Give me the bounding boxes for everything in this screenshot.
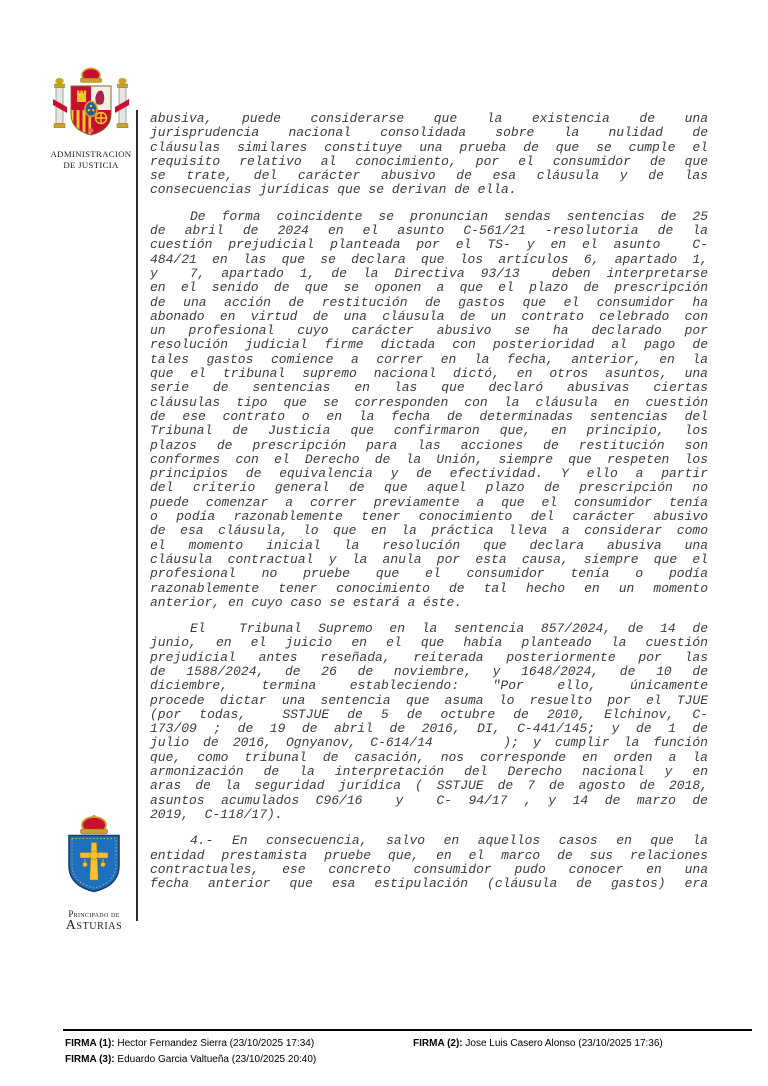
text-line: un profesional cuyo carácter abusivo se ha declarado por <box>150 323 708 339</box>
text-line: prejudicial antes reseñada, reiterada posteriormente por las <box>150 649 708 665</box>
signature-entry <box>413 1038 725 1049</box>
text-line: cláusulas tipo que se corresponden con la cláusula en cuestión <box>150 394 708 410</box>
text-line: 173/09 ; de 19 de abril de 2016, DI, C-441/145; y de 1 de <box>150 721 708 737</box>
text-line: requisito relativo al conocimiento, por el consumidor de que <box>150 153 708 169</box>
text-line: aras de la seguridad jurídica ( SSTJUE de 7 de agosto de 2018, <box>150 778 708 794</box>
text-line: que, como tribunal de casación, nos corresponde en orden a la <box>150 749 708 765</box>
signature-block <box>65 1038 725 1065</box>
text-line: diciembre, termina estableciendo: "Por ello, únicamente <box>150 678 708 694</box>
text-line: de una acción de restitución de gastos que el consumidor ha <box>150 294 708 310</box>
text-line: resolución judicial firme dictada con posterioridad al pago de <box>150 337 708 353</box>
footer-divider <box>63 1029 752 1031</box>
text-line: contractuales, ese concreto consumidor pudo conocer en una <box>150 861 708 877</box>
text-line: procede dictar una sentencia que asuma lo resuelto por el TJUE <box>150 692 708 708</box>
text-line: 2019, C-118/17). <box>150 806 283 822</box>
signature-entry <box>65 1054 413 1065</box>
text-line: en el senido de que se oponen a que el plazo de prescripción <box>150 280 708 296</box>
text-line: Tribunal de Justicia que confirmaron que, en principio, los <box>150 423 708 439</box>
paragraph <box>150 112 708 198</box>
text-line: o podía razonablemente tener conocimiento del carácter abusivo <box>150 509 708 525</box>
text-line: 4.- En consecuencia, salvo en aquellos casos en que la <box>190 833 708 849</box>
vertical-divider <box>136 110 138 921</box>
text-line: del criterio general de que aquel plazo de prescripción no <box>150 480 708 496</box>
asturias-seal-caption-line1: Principado de <box>68 909 120 919</box>
text-line: se trate, del carácter abusivo de esa cláusula y de las <box>150 168 708 184</box>
text-line: principios de equivalencia y de efectividad. Y ello a partir <box>150 466 708 482</box>
text-line: entidad prestamista pruebe que, en el marco de sus relaciones <box>150 847 708 863</box>
text-line: (por todas, SSTJUE de 5 de octubre de 2010, Elchinov, C- <box>150 706 708 722</box>
justice-seal-caption-line1: ADMINISTRACION <box>50 149 132 159</box>
asturias-coat-of-arms-icon <box>62 814 126 904</box>
text-line: tales gastos comience a correr en la fecha, anterior, en la <box>150 351 708 367</box>
text-line: jurisprudencia nacional consolidada sobre la nulidad de <box>150 125 708 141</box>
text-line: conformes con el Derecho de la Unión, siempre que respeten los <box>150 451 708 467</box>
text-line: de ese contrato o en la fecha de determinadas sentencias del <box>150 408 708 424</box>
text-line: razonablemente tener conocimiento de tal hecho en un momento <box>150 580 708 596</box>
text-line: plazos de prescripción para las acciones de restitución son <box>150 437 708 453</box>
text-line: profesional no pruebe que el consumidor tenía o podía <box>150 566 708 582</box>
text-line: fecha anterior que esa estipulación (cláusula de gastos) era <box>150 876 708 892</box>
signature-label: FIRMA (3): <box>65 1054 115 1065</box>
text-line: de abril de 2024 en el asunto C-561/21 -resolutoria de la <box>150 223 708 239</box>
asturias-seal <box>50 814 138 932</box>
text-line: el momento inicial la resolución que declara abusiva una <box>150 537 708 553</box>
justice-seal <box>48 66 134 170</box>
text-line: cláusula contractual y la anula por esta causa, siempre que el <box>150 551 708 567</box>
text-line: que el tribunal supremo nacional dictó, en otros asuntos, una <box>150 366 708 382</box>
text-line: y 7, apartado 1, de la Directiva 93/13 deben interpretarse <box>150 265 708 281</box>
text-line: consecuencias jurídicas que se derivan de ella. <box>150 182 517 198</box>
paragraph <box>150 622 708 822</box>
text-line: cuestión prejudicial planteada por el TS- y en el asunto C- <box>150 237 708 253</box>
text-line: asuntos acumulados C96/16 y C- 94/17 , y 14 de marzo de <box>150 792 708 808</box>
text-line: puede comenzar a correr previamente a que el consumidor tenía <box>150 494 708 510</box>
text-line: El Tribunal Supremo en la sentencia 857/2024, de 14 de <box>190 621 708 637</box>
signature-name: Hector Fernandez Sierra (23/10/2025 17:34) <box>114 1038 315 1049</box>
text-line: de 1588/2024, de 26 de noviembre, y 1648/2024, de 10 de <box>150 663 708 679</box>
text-line: armonización de la interpretación del Derecho nacional y en <box>150 764 708 780</box>
signature-label: FIRMA (2): <box>413 1038 463 1049</box>
text-line: abusiva, puede considerarse que la existencia de una <box>150 111 708 126</box>
paragraph <box>150 834 708 891</box>
text-line: julio de 2016, Ognyanov, C-614/14 ); y cumplir la función <box>150 735 708 751</box>
paragraph <box>150 210 708 610</box>
text-line: abonado en virtud de una cláusula de un contrato celebrado con <box>150 308 708 324</box>
signature-entry <box>65 1038 413 1049</box>
signature-name: Eduardo Garcia Valtueña (23/10/2025 20:40) <box>114 1054 317 1065</box>
justice-seal-caption-line2: DE JUSTICIA <box>63 159 119 170</box>
text-line: serie de sentencias en las que declaró abusivas ciertas <box>150 380 708 396</box>
text-line: cláusulas similares constituye una prueba de que se cumple el <box>150 139 708 155</box>
text-line: anterior, en cuyo caso se estará a éste. <box>150 594 463 610</box>
text-line: De forma coincidente se pronuncian sendas sentencias de 25 <box>190 208 708 224</box>
signature-label: FIRMA (1): <box>65 1038 115 1049</box>
signature-name: Jose Luis Casero Alonso (23/10/2025 17:36) <box>462 1038 663 1049</box>
text-line: 484/21 en las que se declara que los artículos 6, apartado 1, <box>150 251 708 267</box>
spain-coat-of-arms-icon <box>53 66 129 144</box>
text-line: de esa cláusula, lo que en la práctica lleva a considerar como <box>150 523 708 539</box>
document-body <box>150 112 708 903</box>
asturias-seal-caption-line2: Asturias <box>65 918 123 933</box>
text-line: junio, en el juicio en el que había planteado la cuestión <box>150 635 708 651</box>
